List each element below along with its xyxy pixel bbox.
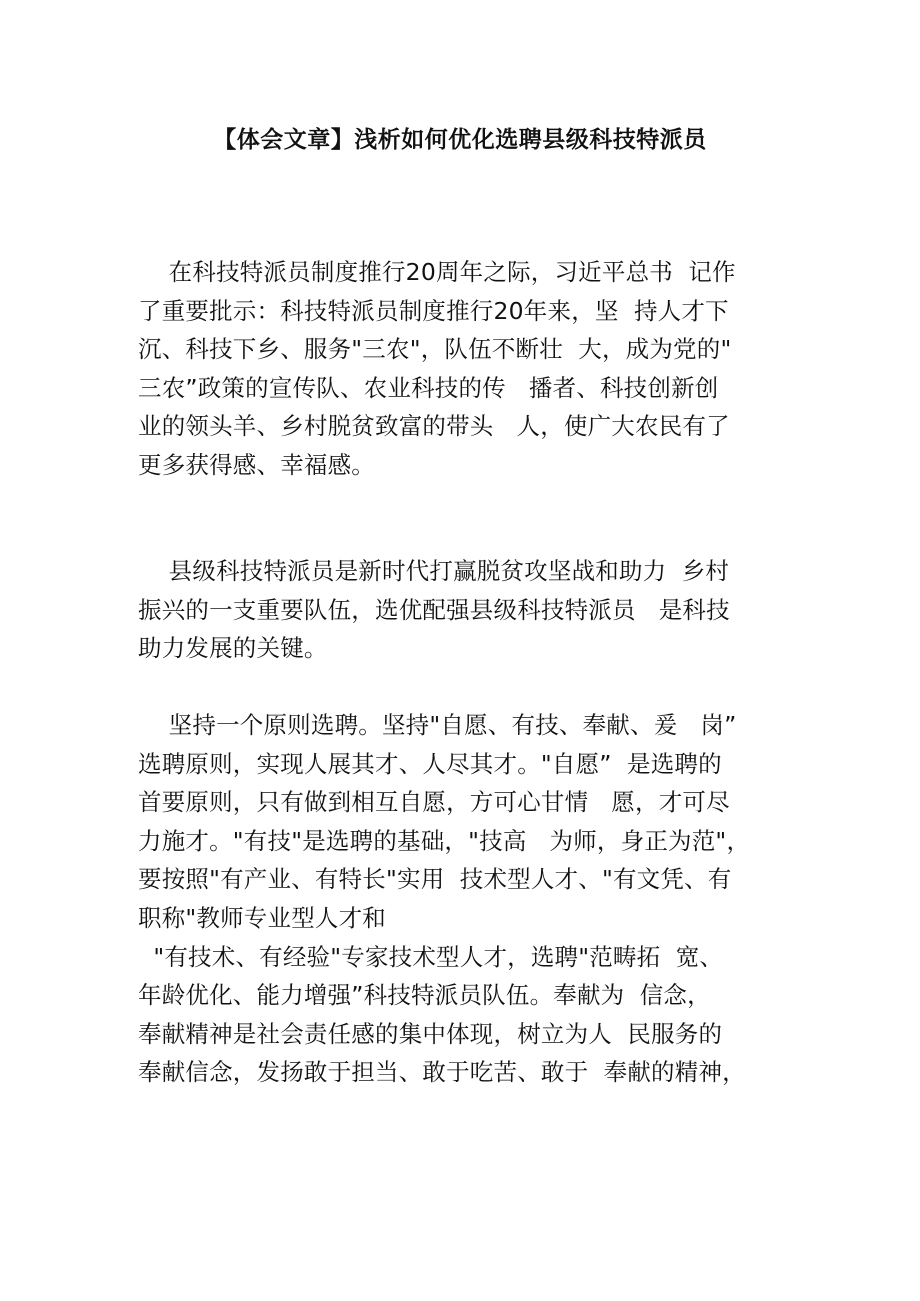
text-line: 首要原则，只有做到相互自愿，方可心甘情 愿，才可尽 [138, 788, 730, 817]
text-line: 职称"教师专业型人才和 [138, 903, 387, 932]
text-line: 力施才。"有技"是选聘的基础，"技高 为师，身正为范"， [138, 826, 751, 855]
text-line: 振兴的一支重要队伍，选优配强县级科技特派员 是科技 [138, 595, 730, 624]
paragraph-3 [138, 706, 798, 1092]
text-line: 奉献信念，发扬敢于担当、敢于吃苦、敢于 奉献的精神， [138, 1058, 746, 1087]
text-line: 助力发展的关键。 [138, 634, 328, 663]
text-line: "有技术、有经验"专家技术型人才，选聘"范畴拓 宽、 [138, 942, 724, 971]
text-line: 年龄优化、能力增强”科技特派员队伍。奉献为 信念， [138, 981, 711, 1010]
text-line: 三农”政策的宣传队、农业科技的传 播者、科技创新创 [138, 373, 719, 402]
text-line: 要按照"有产业、有特长"实用 技术型人才、"有文凭、有 [138, 865, 732, 894]
paragraph-2 [138, 552, 798, 668]
text-line: 了重要批示：科技特派员制度推行20年来，坚 持人才下 [138, 296, 729, 325]
text-line: 选聘原则，实现人展其才、人尽其才。"自愿” 是选聘的 [138, 749, 722, 778]
paragraph-1 [138, 253, 798, 485]
document-title: 【体会文章】浅析如何优化选聘县级科技特派员 [213, 127, 707, 153]
text-line: 奉献精神是社会责任感的集中体现，树立为人 民服务的 [138, 1019, 723, 1048]
text-line: 县级科技特派员是新时代打赢脱贫攻坚战和助力 乡村 [138, 557, 730, 585]
text-line: 沉、科技下乡、服务"三农"，队伍不断壮 大，成为党的" [138, 335, 732, 364]
text-line: 业的领头羊、乡村脱贫致富的带头 人，使广大农民有了 [138, 412, 730, 441]
text-line: 在科技特派员制度推行20周年之际，习近平总书 记作 [138, 258, 736, 286]
text-line: 更多获得感、幸福感。 [138, 450, 375, 479]
text-line: 坚持一个原则选聘。坚持"自愿、有技、奉献、爰 岗” [138, 711, 737, 739]
